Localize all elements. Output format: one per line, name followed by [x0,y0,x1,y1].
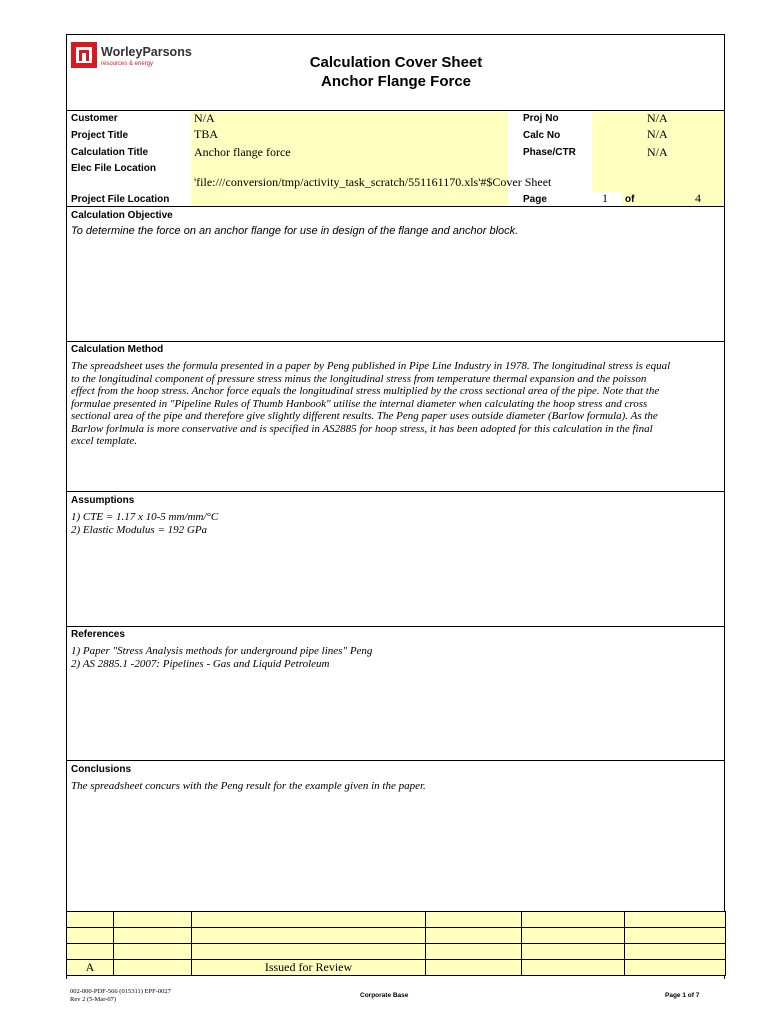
calc-no-value: N/A [647,127,668,141]
table-cell [625,944,726,960]
table-row [67,912,726,928]
conclusions-text: The spreadsheet concurs with the Peng result for the example given in the paper. [71,780,426,792]
table-cell [522,928,625,944]
page-of-label: of [625,194,635,205]
revision-description-cell: Issued for Review [192,960,426,976]
table-cell [522,944,625,960]
table-cell [192,928,426,944]
footer-center: Corporate Base [360,992,409,999]
footer-doc-code: 002-000-PDF-566 (015311) EPF-0027 [70,988,171,995]
proj-no-label: Proj No [523,113,559,124]
references-list [71,645,372,670]
company-logo [71,42,221,72]
table-cell [67,944,114,960]
table-cell [426,928,522,944]
assumption-item: 2) Elastic Modulus = 192 GPa [71,523,208,536]
references-heading: References [71,629,125,640]
table-cell [426,944,522,960]
assumptions-list [71,511,218,536]
table-cell [114,928,192,944]
page-number: 1 [602,191,608,205]
logo-name: WorleyParsons [101,45,192,59]
vertical-divider [724,34,725,110]
phase-value: N/A [647,145,668,159]
project-file-label: Project File Location [71,194,170,205]
page-total: 4 [695,191,701,205]
customer-value: N/A [194,111,215,125]
divider [66,760,725,761]
proj-no-value: N/A [647,111,668,125]
table-cell [426,912,522,928]
table-cell [625,960,726,976]
method-line: The spreadsheet uses the formula presented in a paper by Peng published in Pipe Line Industry in 1978. The longitudinal stress is equal [71,360,671,372]
table-cell [426,960,522,976]
table-cell [114,912,192,928]
table-cell [67,912,114,928]
logo-tagline: resources & energy [101,61,154,67]
method-line: sectional area of the pipe and therefore give slightly different results. The Peng paper uses outside diameter (Barlow formula). As the [71,410,658,422]
calc-no-label: Calc No [523,130,561,141]
reference-item: 1) Paper "Stress Analysis methods for underground pipe lines" Peng [71,645,373,657]
method-line: to the longitudinal component of pressure stress minus the longitudinal stress from temperature thermal expansion and the poisson [71,372,647,385]
table-cell [114,960,192,976]
table-cell [625,928,726,944]
conclusions-heading: Conclusions [71,764,132,775]
elec-file-value: 'file:///conversion/tmp/activity_task_scratch/551161170.xls'#$Cover Sheet [194,175,552,189]
page-label: Page [523,194,547,205]
assumptions-heading: Assumptions [71,495,135,506]
divider [66,491,725,492]
method-line: formulae presented in "Pipeline Rules of Thumb Hanbook" utilise the internal diameter when calculating the hoop stress and cross [71,397,648,410]
divider [66,206,725,207]
method-heading: Calculation Method [71,344,164,355]
customer-label: Customer [71,113,118,124]
divider [66,110,725,111]
table-cell [522,960,625,976]
table-cell [114,944,192,960]
revision-code-cell: A [67,960,114,976]
method-line: Barlow forlmula is more conservative and is specified in AS2885 for hoop stress, it has been adopted for this calculation in the final [71,422,653,435]
calc-title-value: Anchor flange force [194,145,291,159]
table-cell [625,912,726,928]
page-subtitle: Anchor Flange Force [320,73,472,90]
footer-page: Page 1 of 7 [665,992,700,999]
method-text [71,360,721,448]
table-cell [192,912,426,928]
table-cell [522,912,625,928]
project-title-label: Project Title [71,130,129,141]
divider [66,626,725,627]
table-row [67,928,726,944]
phase-label: Phase/CTR [523,147,576,158]
assumption-item: 1) CTE = 1.17 x 10-5 mm/mm/°C [71,511,219,523]
table-row [67,944,726,960]
objective-text: To determine the force on an anchor flange for use in design of the flange and anchor block. [71,225,519,237]
method-line: effect from the hoop stress. Anchor force equals the longitudinal stress multiplied by the cross sectional area of the pipe. Note that the [71,385,660,397]
calc-title-label: Calculation Title [71,147,149,158]
page-title: Calculation Cover Sheet [309,54,483,71]
table-cell [67,928,114,944]
divider [66,341,725,342]
reference-item: 2) AS 2885.1 -2007: Pipelines - Gas and Liquid Petroleum [71,657,330,670]
logo-mark-icon [71,42,97,68]
project-title-value: TBA [194,127,218,141]
method-line: excel template. [71,435,137,447]
footer-rev: Rev 2 (5-Mar-07) [70,996,117,1003]
table-row [67,960,726,976]
objective-heading: Calculation Objective [71,210,173,221]
revision-table [66,911,726,976]
table-cell [192,944,426,960]
elec-file-label: Elec File Location [71,163,157,174]
